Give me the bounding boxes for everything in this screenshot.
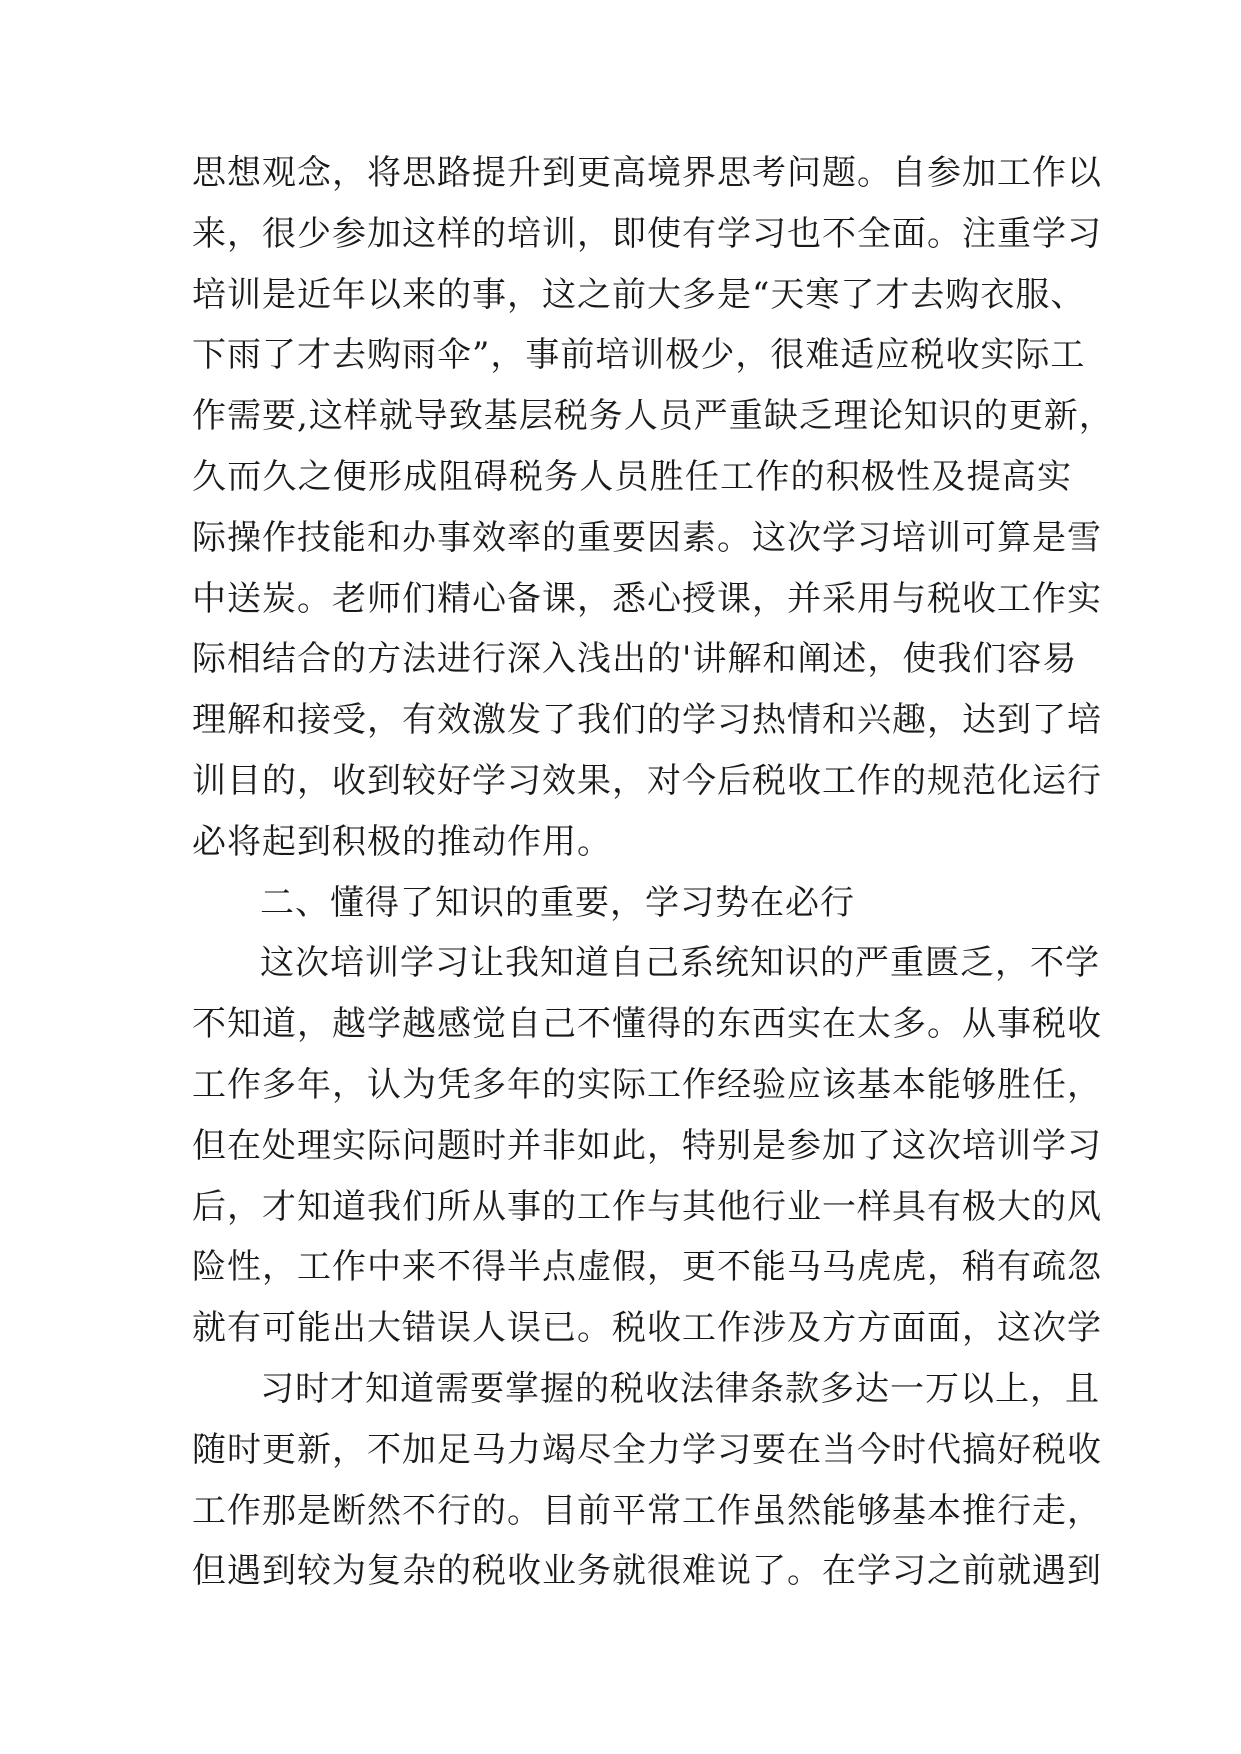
body-line: 不知道，越学越感觉自己不懂得的东西实在太多。从事税收 — [192, 1004, 1102, 1045]
body-line: 随时更新，不加足马力竭尽全力学习要在当今时代搞好税收 — [192, 1429, 1102, 1470]
body-line: 久而久之便形成阻碍税务人员胜任工作的积极性及提高实 — [192, 456, 1072, 497]
body-line: 来，很少参加这样的培训，即使有学习也不全面。注重学习 — [192, 213, 1102, 254]
body-line: 作需要,这样就导致基层税务人员严重缺乏理论知识的更新， — [192, 396, 1114, 437]
body-line: 际操作技能和办事效率的重要因素。这次学习培训可算是雪 — [192, 517, 1102, 558]
body-line: 中送炭。老师们精心备课，悉心授课，并采用与税收工作实 — [192, 578, 1102, 619]
document-body — [192, 143, 1114, 1602]
section-heading: 二、懂得了知识的重要，学习势在必行 — [260, 882, 855, 923]
body-line: 险性，工作中来不得半点虚假，更不能马马虎虎，稍有疏忽 — [192, 1247, 1102, 1288]
body-line: 但在处理实际问题时并非如此，特别是参加了这次培训学习 — [192, 1125, 1102, 1166]
body-line: 后，才知道我们所从事的工作与其他行业一样具有极大的风 — [192, 1186, 1102, 1227]
body-line: 工作多年，认为凭多年的实际工作经验应该基本能够胜任， — [192, 1064, 1102, 1105]
body-line: 理解和接受，有效激发了我们的学习热情和兴趣，达到了培 — [192, 700, 1102, 741]
body-line: 际相结合的方法进行深入浅出的'讲解和阐述，使我们容易 — [192, 639, 1078, 680]
body-line: 培训是近年以来的事，这之前大多是“天寒了才去购衣服、 — [192, 274, 1086, 315]
body-line: 工作那是断然不行的。目前平常工作虽然能够基本推行走， — [192, 1490, 1102, 1531]
body-line: 但遇到较为复杂的税收业务就很难说了。在学习之前就遇到 — [192, 1551, 1102, 1592]
body-line: 下雨了才去购雨伞”，事前培训极少，很难适应税收实际工 — [192, 335, 1086, 376]
body-line: 思想观念，将思路提升到更高境界思考问题。自参加工作以 — [192, 153, 1102, 193]
body-line: 习时才知道需要掌握的税收法律条款多达一万以上，且 — [260, 1368, 1100, 1409]
body-line: 训目的，收到较好学习效果，对今后税收工作的规范化运行 — [192, 760, 1102, 801]
body-line: 这次培训学习让我知道自己系统知识的严重匮乏，不学 — [260, 943, 1100, 984]
body-line: 就有可能出大错误人误已。税收工作涉及方方面面，这次学 — [192, 1308, 1102, 1349]
body-line: 必将起到积极的推动作用。 — [192, 821, 612, 862]
